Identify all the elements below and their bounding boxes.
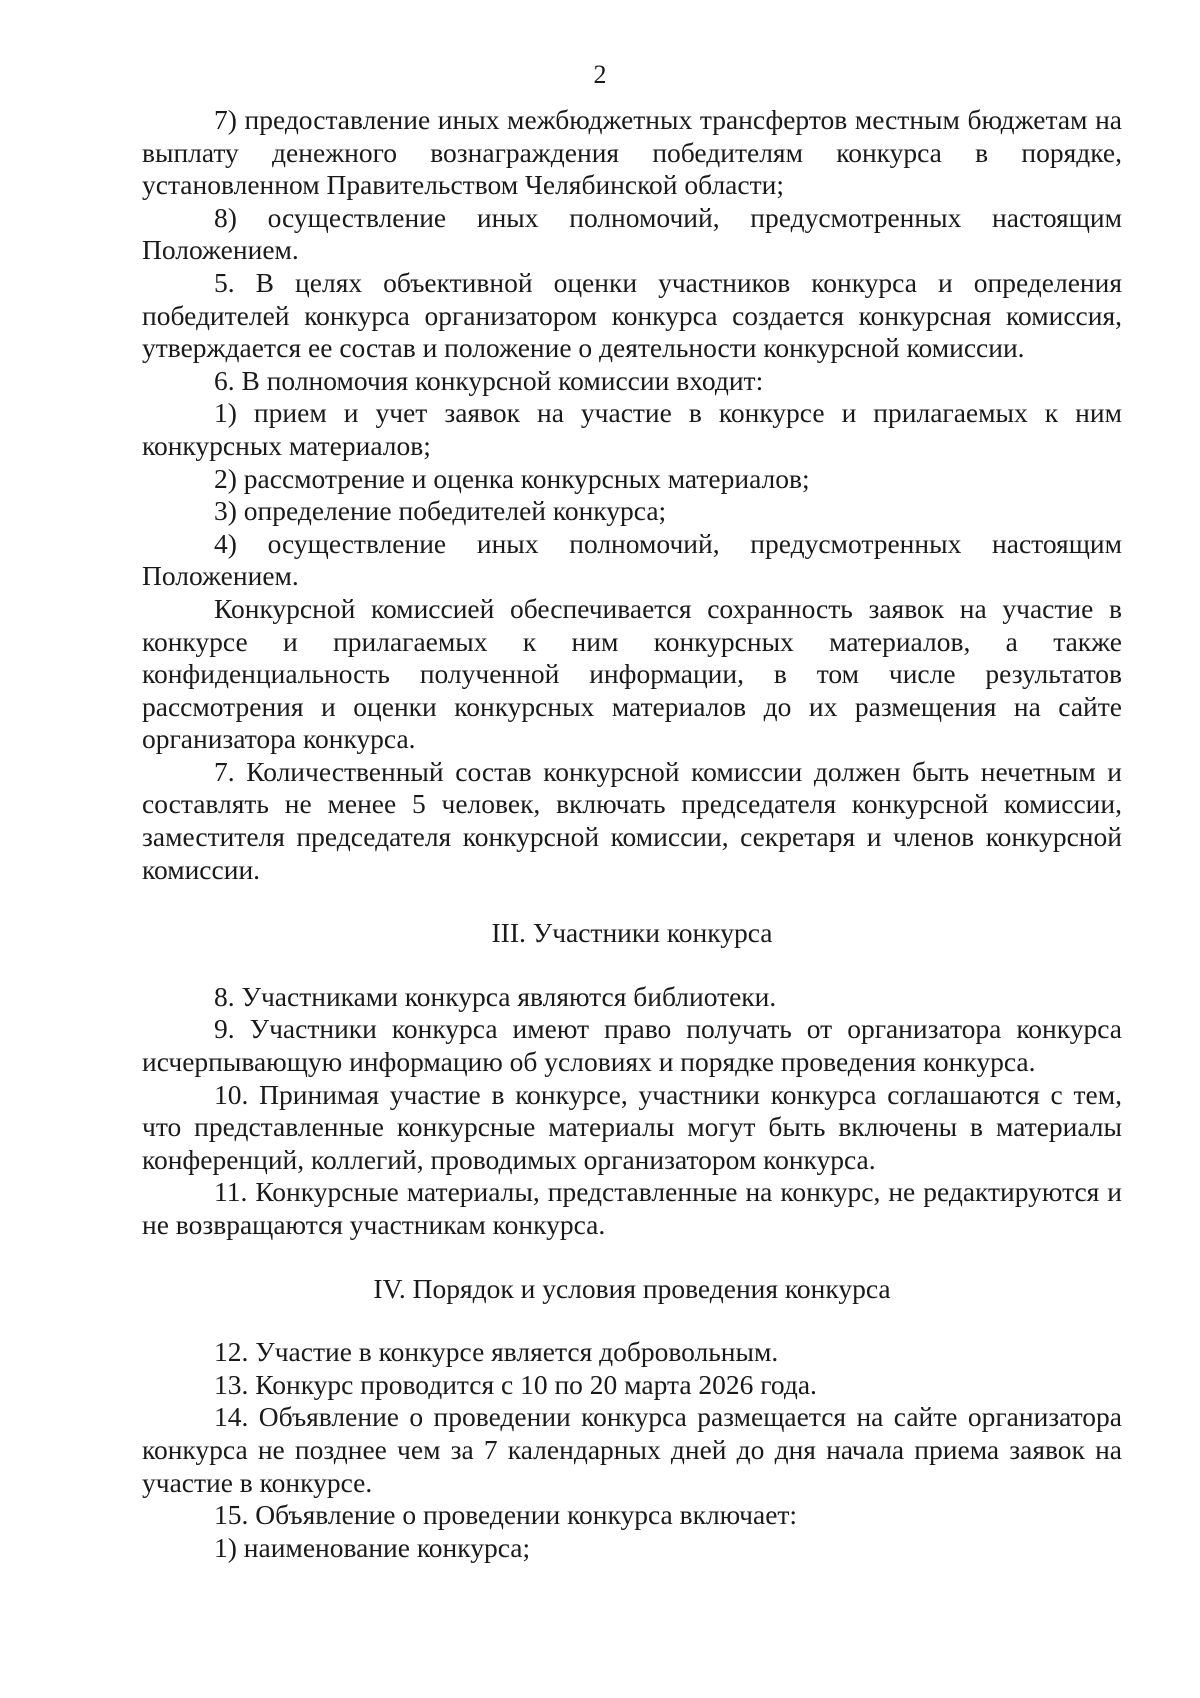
- section-heading-participants: III. Участники конкурса: [491, 917, 773, 949]
- paragraph: Конкурсной комиссией обеспечивается сохранность заявок на участие в конкурсе и прилагаемых к ним конкурсных материалов, а также конфиденциальность полученной информации, в том числе результатов рассмотрения и оценки конкурсных материалов до их размещения на сайте организатора конкурса.: [142, 592, 1122, 755]
- paragraph: 14. Объявление о проведении конкурса размещается на сайте организатора конкурса не позднее чем за 7 календарных дней до дня начала приема заявок на участие в конкурсе.: [142, 1401, 1122, 1498]
- paragraph: 8) осуществление иных полномочий, предусмотренных настоящим Положением.: [142, 201, 1122, 266]
- paragraph: 13. Конкурс проводится с 10 по 20 марта 2026 года.: [214, 1368, 817, 1400]
- paragraph: 15. Объявление о проведении конкурса включает:: [214, 1499, 798, 1531]
- page-number: 2: [593, 60, 607, 89]
- paragraph: 3) определение победителей конкурса;: [214, 495, 667, 527]
- paragraph: 8. Участниками конкурса являются библиотеки.: [214, 980, 777, 1012]
- paragraph: 1) наименование конкурса;: [214, 1531, 531, 1563]
- paragraph: 7) предоставление иных межбюджетных трансфертов местным бюджетам на выплату денежного вознаграждения победителям конкурса в порядке, установленном Правительством Челябинской области;: [142, 104, 1122, 201]
- paragraph: 2) рассмотрение и оценка конкурсных материалов;: [214, 462, 810, 494]
- section-heading-procedure: IV. Порядок и условия проведения конкурса: [373, 1272, 891, 1304]
- paragraph: 1) прием и учет заявок на участие в конкурсе и прилагаемых к ним конкурсных материалов;: [142, 397, 1122, 461]
- paragraph: 5. В целях объективной оценки участников конкурса и определения победителей конкурса организатором конкурса создается конкурсная комиссия, утверждается ее состав и положение о деятельности конкурсной комиссии.: [142, 266, 1122, 364]
- paragraph: 4) осуществление иных полномочий, предусмотренных настоящим Положением.: [142, 527, 1122, 592]
- paragraph: 11. Конкурсные материалы, представленные на конкурс, не редактируются и не возвращаются участникам конкурса.: [142, 1176, 1122, 1240]
- paragraph: 9. Участники конкурса имеют право получать от организатора конкурса исчерпывающую информацию об условиях и порядке проведения конкурса.: [142, 1013, 1122, 1078]
- document-body: [142, 104, 1122, 1564]
- paragraph: 10. Принимая участие в конкурсе, участники конкурса соглашаются с тем, что представленные конкурсные материалы могут быть включены в материалы конференций, коллегий, проводимых организатором конкурса.: [142, 1078, 1122, 1175]
- paragraph: 7. Количественный состав конкурсной комиссии должен быть нечетным и составлять не менее 5 человек, включать председателя конкурсной комиссии, заместителя председателя конкурсной комиссии, секретаря и членов конкурсной комиссии.: [142, 755, 1122, 885]
- paragraph: 6. В полномочия конкурсной комиссии входит:: [214, 364, 764, 396]
- paragraph: 12. Участие в конкурсе является добровольным.: [214, 1336, 779, 1368]
